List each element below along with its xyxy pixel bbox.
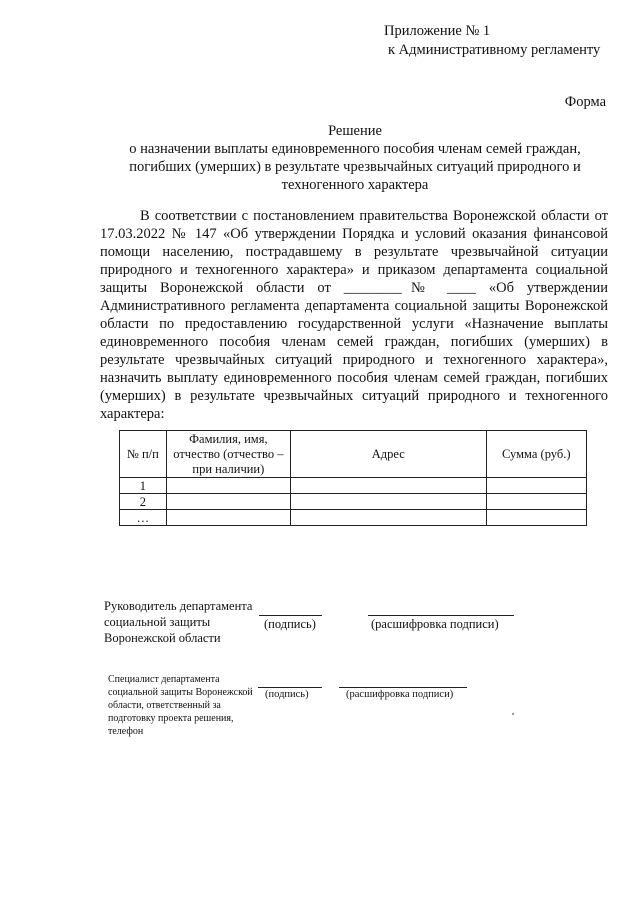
table-header-row [120, 431, 587, 478]
table-row [120, 510, 587, 526]
header-fio: Фамилия, имя, отчество (отчество – при наличии) [166, 431, 290, 478]
header-address: Адрес [291, 431, 487, 478]
row-fio [166, 510, 290, 526]
title-heading: Решение [328, 123, 382, 139]
head-decoding-caption: (расшифровка подписи) [371, 617, 499, 631]
document-title [100, 122, 610, 194]
row-address [291, 510, 487, 526]
specialist-decoding-line [339, 687, 467, 688]
head-signature-line [259, 615, 322, 616]
row-fio [166, 494, 290, 510]
specialist-signature-caption: (подпись) [265, 689, 309, 700]
head-title-text: Руководитель департамента социальной защиты Воронежской области [104, 599, 253, 645]
form-label: Форма [564, 94, 606, 110]
row-sum [486, 478, 586, 494]
appendix-line-1: Приложение № 1 [384, 23, 491, 39]
row-sum [486, 510, 586, 526]
scan-dot [512, 713, 514, 715]
row-address [291, 478, 487, 494]
head-signature-title [104, 598, 254, 646]
title-subtitle-line-3: техногенного характера [281, 177, 429, 193]
specialist-signature-line [258, 687, 322, 688]
title-subtitle-line-1: о назначении выплаты единовременного пособия членам семей граждан, [129, 141, 581, 157]
header-num: № п/п [120, 431, 167, 478]
row-num: … [120, 510, 167, 526]
specialist-signature-title: Специалист департамента социальной защиты Воронежской области, ответственный за подготовку проекта решения, телефон [108, 674, 253, 737]
row-address [291, 494, 487, 510]
appendix-note [384, 22, 600, 60]
payments-table [119, 430, 587, 526]
header-sum: Сумма (руб.) [486, 431, 586, 478]
row-num: 2 [120, 494, 167, 510]
specialist-decoding-caption: (расшифровка подписи) [346, 689, 454, 700]
table-row [120, 478, 587, 494]
row-fio [166, 478, 290, 494]
table-row [120, 494, 587, 510]
row-sum [486, 494, 586, 510]
row-num: 1 [120, 478, 167, 494]
appendix-line-2: к Административному регламенту [388, 42, 601, 58]
head-decoding-line [368, 615, 514, 616]
title-subtitle-line-2: погибших (умерших) в результате чрезвычайных ситуаций природного и [129, 159, 581, 175]
body-paragraph: В соответствии с постановлением правительства Воронежской области от 17.03.2022 № 147 «Об утверждении Порядка и условий оказания финансовой помощи населению, пострадавшему в результате чрезвычайной ситуации природного и техногенного характера» и приказом департамента социальной защиты Воронежской области от ________№ ____ «Об утверждении Административного регламента департамента социальной защиты Воронежской области по предоставлению государственной услуги «Назначение выплаты единовременного пособия членам семей граждан, погибших (умерших) в результате чрезвычайных ситуаций природного и техногенного характера», назначить выплату единовременного пособия членам семей граждан, погибших (умерших) в результате чрезвычайных ситуаций природного и техногенного характера: [100, 208, 608, 422]
head-signature-caption: (подпись) [264, 617, 316, 631]
